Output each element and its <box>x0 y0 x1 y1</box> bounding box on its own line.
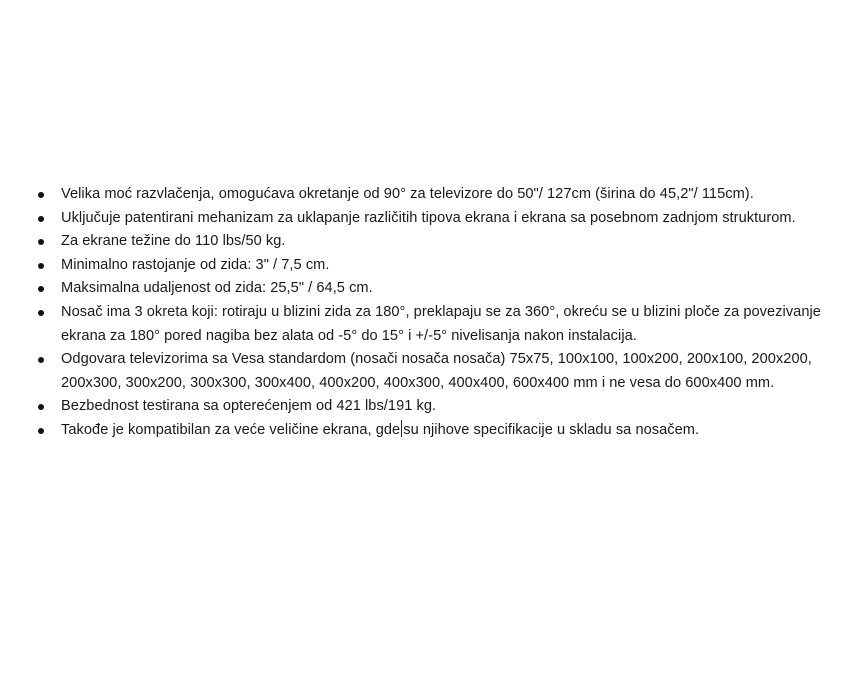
bullet-icon <box>38 357 44 363</box>
bullet-icon <box>38 263 44 269</box>
list-item <box>30 183 845 207</box>
list-item <box>30 301 845 348</box>
list-item <box>30 348 845 395</box>
list-item <box>30 277 845 301</box>
list-item-text-before-cursor: Takođe je kompatibilan za veće veličine ekrana, gde <box>61 421 401 438</box>
bullet-icon <box>38 216 44 222</box>
list-item-text: Minimalno rastojanje od zida: 3" / 7,5 cm. <box>61 256 330 273</box>
list-item-text: Odgovara televizorima sa Vesa standardom (nosači nosača nosača) 75x75, 100x100, 100x200, 200x100, 200x200, 200x300, 300x200, 300x300, 300x400, 400x200, 400x300, 400x400, 600x400 mm i ne vesa do 600x400 mm. <box>61 351 812 391</box>
list-item-text-after-cursor: su njihove specifikacije u skladu sa nosačem. <box>403 421 700 438</box>
list-item <box>30 419 845 443</box>
bullet-icon <box>38 428 44 434</box>
list-item-text: Bezbednost testirana sa opterećenjem od 421 lbs/191 kg. <box>61 398 437 415</box>
list-item-text: Za ekrane težine do 110 lbs/50 kg. <box>61 233 286 250</box>
bullet-icon <box>38 286 44 292</box>
bullet-icon <box>38 239 44 245</box>
list-item <box>30 207 845 231</box>
bullet-icon <box>38 192 44 198</box>
list-item <box>30 254 845 278</box>
bullet-icon <box>38 310 44 316</box>
bullet-icon <box>38 404 44 410</box>
list-item-text: Uključuje patentirani mehanizam za uklapanje različitih tipova ekrana i ekrana sa posebnom zadnjom strukturom. <box>61 209 796 226</box>
list-item-text: Velika moć razvlačenja, omogućava okretanje od 90° za televizore do 50"/ 127cm (širina do 45,2"/ 115cm). <box>61 186 754 202</box>
bullet-list <box>30 183 845 443</box>
document-body[interactable] <box>30 183 845 443</box>
list-item <box>30 230 845 254</box>
list-item-text: Maksimalna udaljenost od zida: 25,5" / 64,5 cm. <box>61 280 373 297</box>
list-item <box>30 395 845 419</box>
list-item-text: Nosač ima 3 okreta koji: rotiraju u blizini zida za 180°, preklapaju se za 360°, okreću se u blizini ploče za povezivanje ekrana za 180° pored nagiba bez alata od -5° do 15° i +/-5° nivelisanja nakon instalacija. <box>61 303 821 344</box>
